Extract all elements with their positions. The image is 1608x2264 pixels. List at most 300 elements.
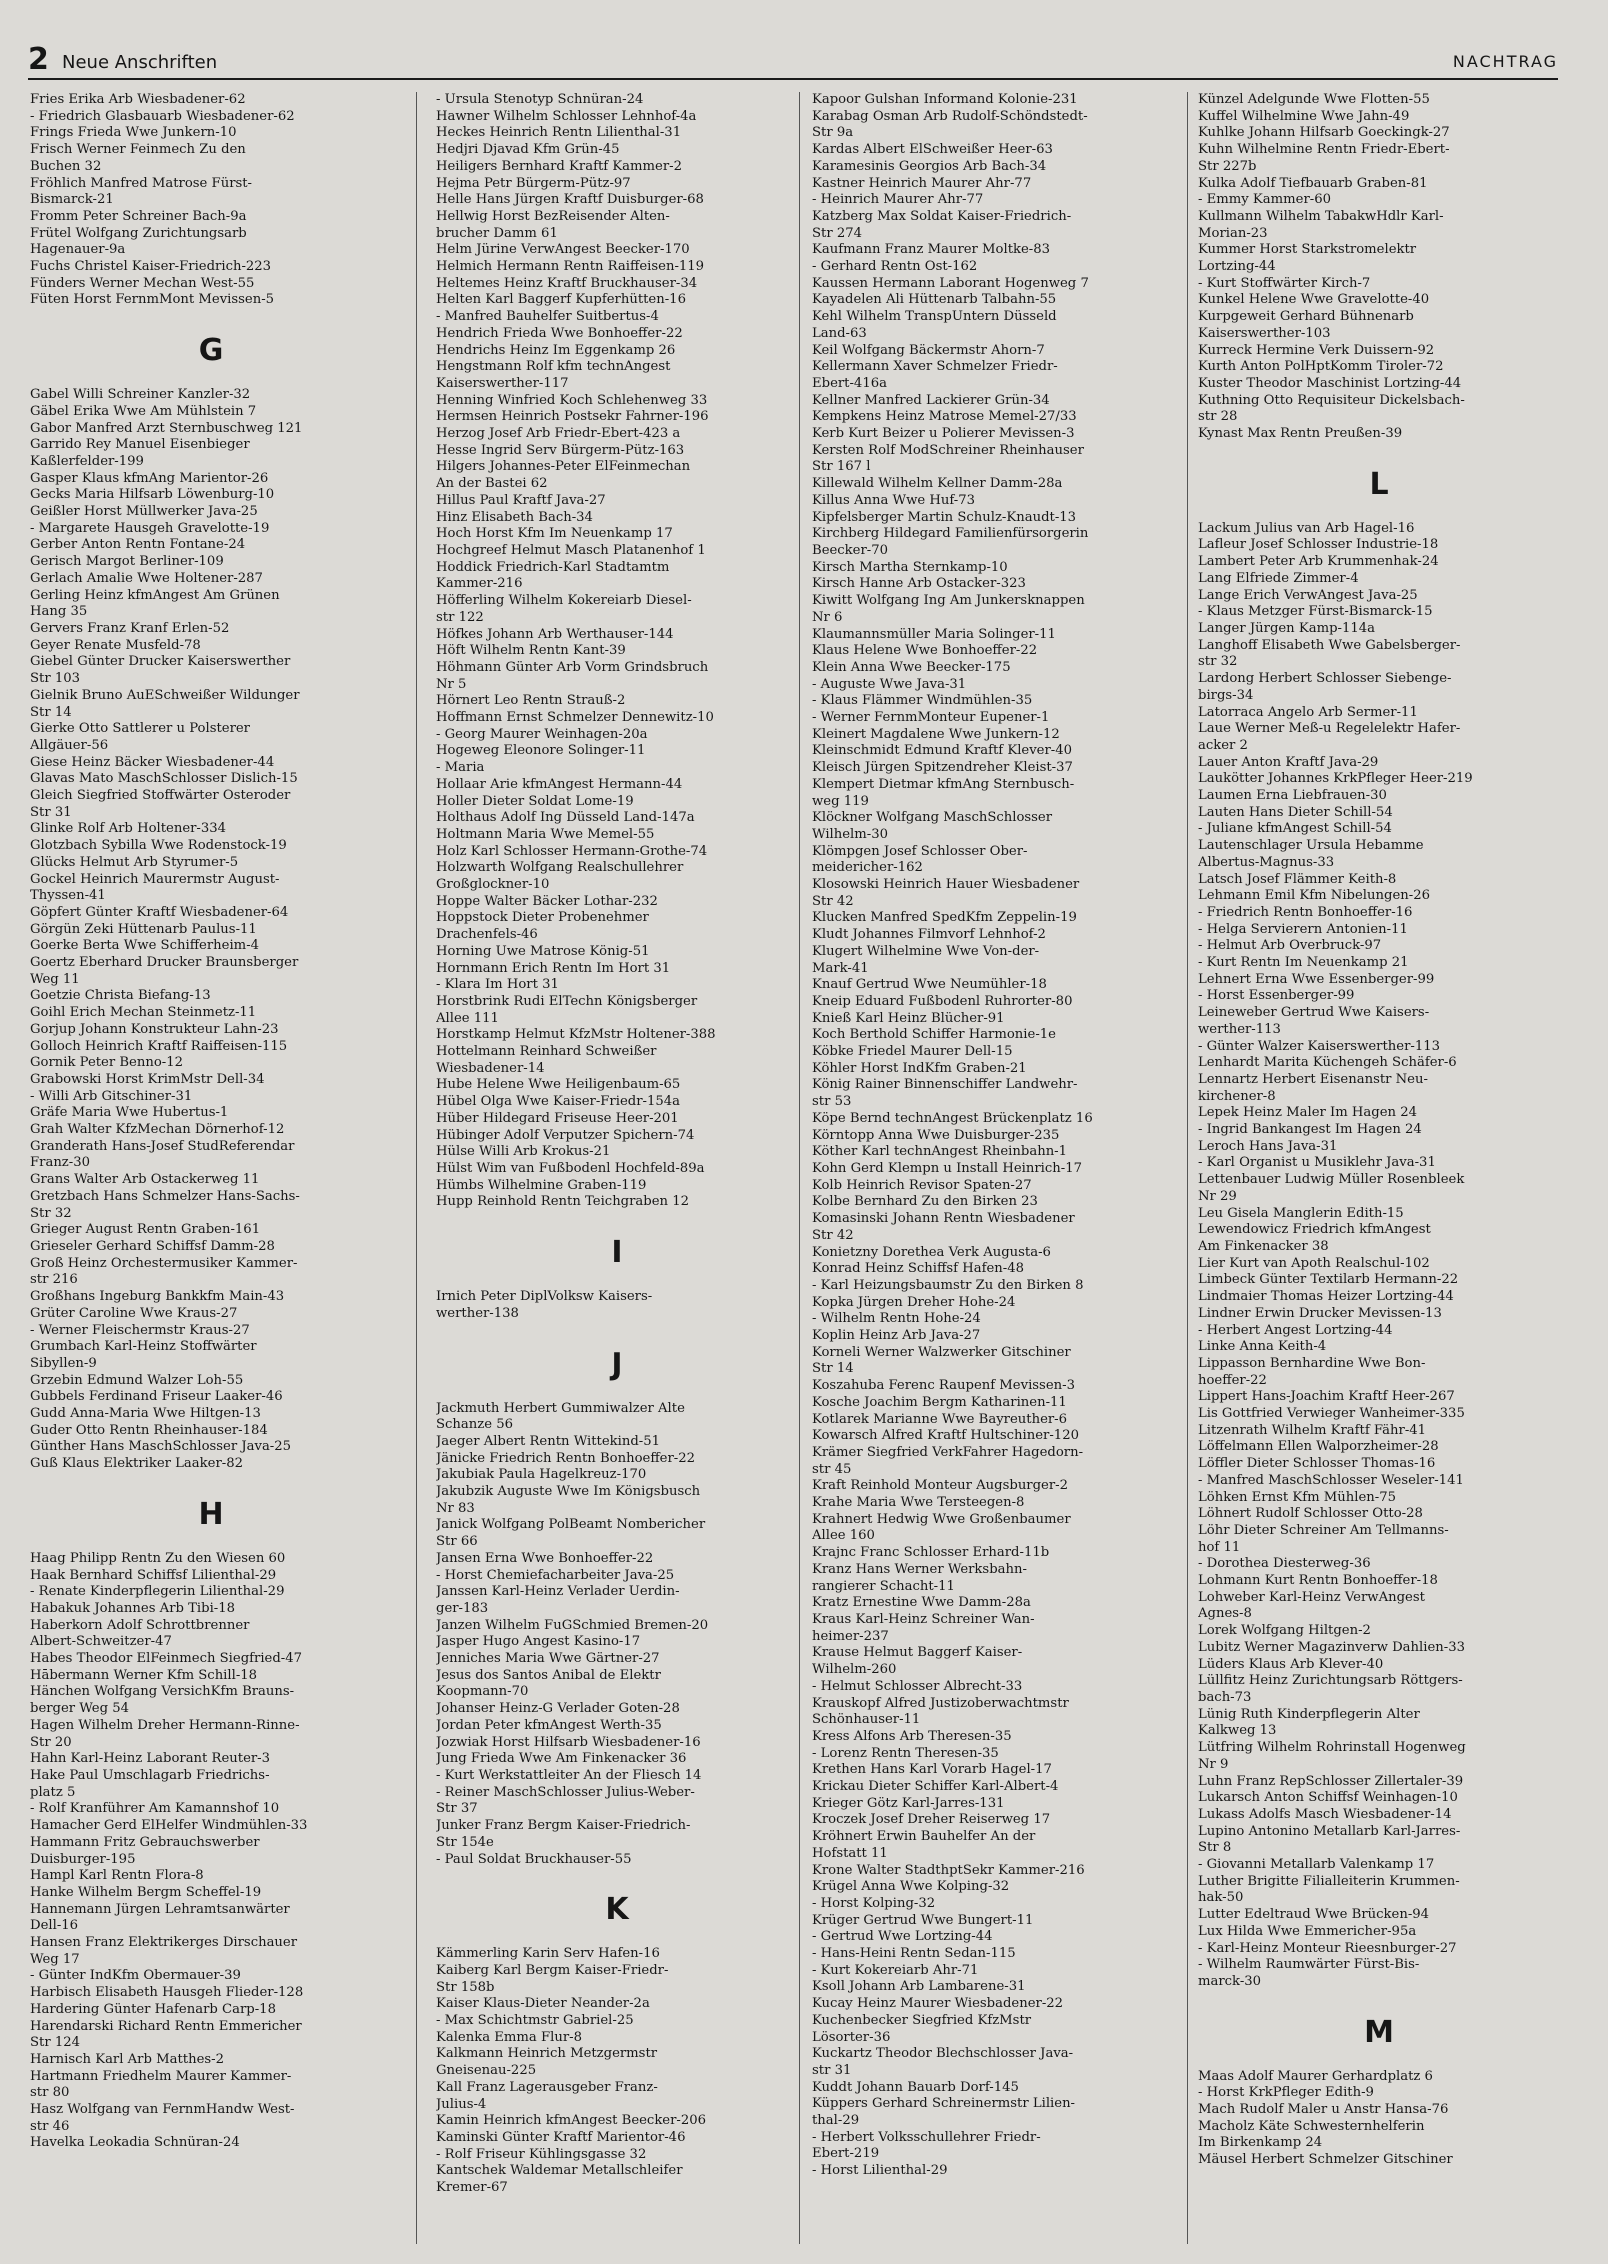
directory-entry: Beecker-70 — [812, 542, 889, 558]
directory-entry: Haag Philipp Rentn Zu den Wiesen 60 — [30, 1550, 286, 1566]
directory-entry: Hansen Franz Elektrikerges Dirschauer — [30, 1935, 298, 1951]
directory-entry: Krüger Gertrud Wwe Bungert-11 — [812, 1912, 1034, 1928]
directory-entry: Kolbe Bernhard Zu den Birken 23 — [812, 1194, 1038, 1210]
directory-entry: Kratz Ernestine Wwe Damm-28a — [812, 1595, 1031, 1611]
directory-entry: Krajnc Franc Schlosser Erhard-11b — [812, 1545, 1050, 1561]
directory-entry: Hofstatt 11 — [812, 1845, 888, 1861]
directory-entry: Kaiserswerther-103 — [1198, 325, 1331, 341]
directory-entry: Hedjri Djavad Kfm Grün-45 — [436, 142, 620, 158]
directory-entry: Ebert-416a — [812, 375, 887, 391]
section-letter-heading: H — [198, 1496, 224, 1532]
directory-entry: - Horst Chemiefacharbeiter Java-25 — [436, 1567, 675, 1583]
directory-entry: Klömpgen Josef Schlosser Ober- — [812, 843, 1028, 859]
directory-entry: Hinz Elisabeth Bach-34 — [436, 509, 593, 525]
directory-entry: Klugert Wilhelmine Wwe Von-der- — [812, 943, 1040, 959]
directory-entry: Glinke Rolf Arb Holtener-334 — [30, 821, 227, 837]
directory-entry: Kastner Heinrich Maurer Ahr-77 — [812, 175, 1032, 191]
directory-entry: Harendarski Richard Rentn Emmericher — [30, 2018, 302, 2034]
directory-entry: Kirchberg Hildegard Familienfürsorgerin — [812, 526, 1089, 542]
directory-entry: Fünders Werner Mechan West-55 — [30, 275, 255, 291]
directory-entry: Kress Alfons Arb Theresen-35 — [812, 1728, 1012, 1744]
directory-entry: Karabag Osman Arb Rudolf-Schöndstedt- — [812, 108, 1088, 124]
directory-entry: Allgäuer-56 — [30, 737, 109, 753]
directory-entry: Str 32 — [30, 1205, 72, 1221]
directory-entry: Hoppe Walter Bäcker Lothar-232 — [436, 893, 658, 909]
directory-entry: Albert-Schweitzer-47 — [30, 1634, 172, 1650]
directory-entry: - Maria — [436, 760, 485, 776]
directory-entry: Hümbs Wilhelmine Graben-119 — [436, 1177, 647, 1193]
directory-entry: Heltemes Heinz Kraftf Bruckhauser-34 — [436, 275, 698, 291]
directory-entry: Str 124 — [30, 2035, 81, 2051]
directory-entry: Kaiser Klaus-Dieter Neander-2a — [436, 1996, 650, 2012]
directory-entry: hak-50 — [1198, 1890, 1244, 1906]
directory-entry: - Juliane kfmAngest Schill-54 — [1198, 821, 1392, 837]
directory-entry: - Helmut Arb Overbruck-97 — [1198, 938, 1382, 954]
directory-entry: - Helmut Schlosser Albrecht-33 — [812, 1678, 1023, 1694]
directory-entry: Holler Dieter Soldat Lome-19 — [436, 793, 634, 809]
directory-entry: Kuchenbecker Siegfried KfzMstr — [812, 2012, 1032, 2028]
directory-entry: An der Bastei 62 — [436, 476, 548, 492]
directory-entry: Kuthning Otto Requisiteur Dickelsbach- — [1198, 392, 1465, 408]
directory-entry: Horstkamp Helmut KfzMstr Holtener-388 — [436, 1027, 716, 1043]
directory-entry: Konrad Heinz Schiffsf Hafen-48 — [812, 1261, 1025, 1277]
directory-entry: Julius-4 — [436, 2096, 487, 2112]
directory-entry: - Hans-Heini Rentn Sedan-115 — [812, 1946, 1016, 1962]
directory-entry: Gabor Manfred Arzt Sternbuschweg 121 — [30, 420, 303, 436]
directory-entry: - Lorenz Rentn Theresen-35 — [812, 1745, 999, 1761]
directory-entry: - Georg Maurer Weinhagen-20a — [436, 726, 648, 742]
directory-entry: werther-138 — [436, 1305, 519, 1321]
directory-entry: Frütel Wolfgang Zurichtungsarb — [30, 225, 247, 241]
directory-entry: Fries Erika Arb Wiesbadener-62 — [30, 92, 246, 107]
directory-entry: Laukötter Johannes KrkPfleger Heer-219 — [1198, 771, 1473, 787]
directory-entry: weg 119 — [812, 793, 869, 809]
directory-entry: rangierer Schacht-11 — [812, 1578, 955, 1594]
directory-entry: - Horst Essenberger-99 — [1198, 988, 1355, 1004]
directory-entry: Dell-16 — [30, 1918, 79, 1934]
directory-entry: Lier Kurt van Apoth Realschul-102 — [1198, 1255, 1430, 1271]
directory-entry: Kalkweg 13 — [1198, 1723, 1277, 1739]
directory-entry: str 53 — [812, 1094, 852, 1110]
directory-entry: thal-29 — [812, 2113, 860, 2129]
directory-entry: - Manfred MaschSchlosser Weseler-141 — [1198, 1472, 1464, 1488]
directory-entry: - Auguste Wwe Java-31 — [812, 676, 967, 692]
directory-entry: Höfkes Johann Arb Werthauser-144 — [436, 626, 674, 642]
directory-entry: Kempkens Heinz Matrose Memel-27/33 — [812, 409, 1077, 425]
directory-entry: Höhmann Günter Arb Vorm Grindsbruch — [436, 659, 709, 675]
directory-entry: Herzog Josef Arb Friedr-Ebert-423 a — [436, 426, 681, 442]
directory-entry: Nr 5 — [436, 676, 467, 692]
directory-entry: Golloch Heinrich Kraftf Raiffeisen-115 — [30, 1038, 288, 1054]
directory-entry: Kleinert Magdalene Wwe Junkern-12 — [812, 726, 1060, 742]
directory-entry: Kaiserswerther-117 — [436, 375, 569, 391]
directory-entry: str 28 — [1198, 409, 1238, 425]
section-letter-heading: G — [198, 333, 224, 369]
directory-entry: Hahn Karl-Heinz Laborant Reuter-3 — [30, 1751, 271, 1767]
directory-entry: Gleich Siegfried Stoffwärter Osteroder — [30, 788, 291, 804]
directory-entry: Harnisch Karl Arb Matthes-2 — [30, 2051, 224, 2067]
directory-entry: - Wilhelm Rentn Hohe-24 — [812, 1311, 981, 1327]
directory-entry: Lackum Julius van Arb Hagel-16 — [1198, 520, 1415, 536]
directory-entry: Körntopp Anna Wwe Duisburger-235 — [812, 1127, 1060, 1143]
column-divider — [416, 92, 417, 2244]
directory-entry: Grans Walter Arb Ostackerweg 11 — [30, 1172, 260, 1188]
directory-entry: Lehmann Emil Kfm Nibelungen-26 — [1198, 888, 1430, 904]
directory-entry: Wilhelm-30 — [812, 826, 889, 842]
directory-entry: Gräfe Maria Wwe Hubertus-1 — [30, 1105, 229, 1121]
directory-entry: marck-30 — [1198, 1973, 1262, 1989]
directory-entry: berger Weg 54 — [30, 1701, 129, 1717]
directory-entry: Kurpgeweit Gerhard Bühnenarb — [1198, 309, 1414, 325]
directory-entry: Str 37 — [436, 1801, 478, 1817]
directory-entry: Lis Gottfried Verwieger Wanheimer-335 — [1198, 1406, 1465, 1422]
directory-entry: Weg 17 — [30, 1951, 80, 1967]
directory-entry: Kellermann Xaver Schmelzer Friedr- — [812, 359, 1058, 375]
directory-entry: Hejma Petr Bürgerm-Pütz-97 — [436, 175, 631, 191]
directory-entry: Krieger Götz Karl-Jarres-131 — [812, 1795, 1005, 1811]
directory-entry: Mark-41 — [812, 960, 869, 976]
directory-entry: Krethen Hans Karl Vorarb Hagel-17 — [812, 1762, 1052, 1778]
directory-entry: Guß Klaus Elektriker Laaker-82 — [30, 1456, 243, 1472]
directory-entry: Kayadelen Ali Hüttenarb Talbahn-55 — [812, 292, 1057, 308]
directory-entry: - Rolf Friseur Kühlingsgasse 32 — [436, 2146, 647, 2162]
directory-entry: Hannemann Jürgen Lehramtsanwärter — [30, 1901, 290, 1917]
directory-entry: - Klara Im Hort 31 — [436, 977, 559, 993]
directory-entry: Kapoor Gulshan Informand Kolonie-231 — [812, 92, 1078, 107]
directory-entry: Hülst Wim van Fußbodenl Hochfeld-89a — [436, 1161, 705, 1176]
directory-entry: Lang Elfriede Zimmer-4 — [1198, 570, 1359, 586]
directory-entry: - Horst KrkPfleger Edith-9 — [1198, 2085, 1374, 2101]
directory-entry: Kämmerling Karin Serv Hafen-16 — [436, 1946, 660, 1962]
directory-entry: meidericher-162 — [812, 860, 923, 876]
directory-entry: Kröhnert Erwin Bauhelfer An der — [812, 1829, 1036, 1845]
directory-entry: Kaminski Günter Kraftf Marientor-46 — [436, 2129, 686, 2145]
directory-entry: Katzberg Max Soldat Kaiser-Friedrich- — [812, 208, 1072, 224]
directory-entry: Göpfert Günter Kraftf Wiesbadener-64 — [30, 904, 289, 920]
directory-entry: Füten Horst FernmMont Mevissen-5 — [30, 292, 275, 308]
directory-column-4 — [1198, 92, 1560, 2242]
directory-entry: Kardas Albert ElSchweißer Heer-63 — [812, 142, 1053, 158]
directory-entry: Johanser Heinz-G Verlader Goten-28 — [436, 1701, 680, 1717]
directory-entry: Görgün Zeki Hüttenarb Paulus-11 — [30, 921, 257, 937]
directory-entry: Gierke Otto Sattlerer u Polsterer — [30, 721, 250, 737]
directory-entry: Am Finkenacker 38 — [1198, 1239, 1329, 1254]
directory-entry: Hochgreef Helmut Masch Platanenhof 1 — [436, 542, 706, 558]
directory-entry: Giebel Günter Drucker Kaiserswerther — [30, 654, 291, 670]
directory-entry: Kaufmann Franz Maurer Moltke-83 — [812, 242, 1051, 258]
directory-entry: Günther Hans MaschSchlosser Java-25 — [30, 1439, 292, 1455]
directory-entry: Gockel Heinrich Maurermstr August- — [30, 871, 280, 887]
directory-entry: Gudd Anna-Maria Wwe Hiltgen-13 — [30, 1406, 261, 1422]
directory-entry: Junker Franz Bergm Kaiser-Friedrich- — [436, 1818, 691, 1834]
directory-entry: Koopmann-70 — [436, 1684, 529, 1700]
directory-entry: Agnes-8 — [1198, 1606, 1252, 1622]
directory-entry: Lortzing-44 — [1198, 259, 1276, 275]
directory-entry: Gabel Willi Schreiner Kanzler-32 — [30, 387, 251, 403]
directory-entry: Langer Jürgen Kamp-114a — [1198, 620, 1376, 636]
directory-entry: - Klaus Flämmer Windmühlen-35 — [812, 693, 1033, 709]
directory-entry: Lutter Edeltraud Wwe Brücken-94 — [1198, 1907, 1430, 1923]
directory-entry: Lehnert Erna Wwe Essenberger-99 — [1198, 971, 1435, 987]
directory-entry: Albertus-Magnus-33 — [1198, 854, 1335, 870]
directory-entry: Kynast Max Rentn Preußen-39 — [1198, 426, 1403, 442]
directory-entry: hof 11 — [1198, 1539, 1241, 1555]
directory-entry: Luhn Franz RepSchlosser Zillertaler-39 — [1198, 1773, 1464, 1789]
directory-entry: Groß Heinz Orchestermusiker Kammer- — [30, 1255, 298, 1271]
directory-entry: Kowarsch Alfred Kraftf Hultschiner-120 — [812, 1428, 1079, 1444]
section-letter-heading: J — [611, 1346, 623, 1382]
directory-entry: Nr 6 — [812, 609, 843, 625]
directory-entry: Kummer Horst Starkstromelektr — [1198, 242, 1417, 258]
directory-entry: Langhoff Elisabeth Wwe Gabelsberger- — [1198, 637, 1461, 653]
directory-entry: Helten Karl Baggerf Kupferhütten-16 — [436, 292, 686, 308]
directory-entry: - Willi Arb Gitschiner-31 — [30, 1088, 193, 1104]
directory-entry: Hammann Fritz Gebrauchswerber — [30, 1834, 260, 1850]
directory-entry: Kammer-216 — [436, 576, 523, 592]
directory-entry: - Gertrud Wwe Lortzing-44 — [812, 1929, 993, 1945]
directory-entry: Holtmann Maria Wwe Memel-55 — [436, 826, 655, 842]
directory-entry: - Herbert Angest Lortzing-44 — [1198, 1322, 1393, 1338]
directory-entry: Helle Hans Jürgen Kraftf Duisburger-68 — [436, 192, 704, 208]
directory-entry: - Max Schichtmstr Gabriel-25 — [436, 2013, 634, 2029]
directory-entry: Kehl Wilhelm TranspUntern Düsseld — [812, 309, 1057, 325]
directory-entry: Lautenschlager Ursula Hebamme — [1198, 838, 1424, 854]
directory-entry: - Emmy Kammer-60 — [1198, 192, 1331, 208]
directory-entry: Kleinschmidt Edmund Kraftf Klever-40 — [812, 743, 1073, 759]
directory-entry: ger-183 — [436, 1600, 489, 1616]
directory-entry: Hüber Hildegard Friseuse Heer-201 — [436, 1110, 679, 1126]
directory-entry: Bismarck-21 — [30, 192, 114, 208]
directory-entry: Kneip Eduard Fußbodenl Ruhrorter-80 — [812, 993, 1073, 1009]
directory-entry: hoeffer-22 — [1198, 1372, 1267, 1388]
directory-entry: Hasz Wolfgang van FernmHandw West- — [30, 2102, 295, 2118]
directory-entry: Kantschek Waldemar Metallschleifer — [436, 2163, 683, 2179]
directory-entry: Hengstmann Rolf kfm technAngest — [436, 359, 671, 375]
directory-entry: Lüllfitz Heinz Zurichtungsarb Röttgers- — [1198, 1673, 1463, 1689]
directory-entry: Jänicke Friedrich Rentn Bonhoeffer-22 — [436, 1450, 696, 1466]
column-divider — [799, 92, 800, 2244]
directory-entry: Str 20 — [30, 1734, 72, 1750]
directory-column-1 — [30, 92, 392, 2242]
directory-entry: Grabowski Horst KrimMstr Dell-34 — [30, 1071, 265, 1087]
directory-entry: Jasper Hugo Angest Kasino-17 — [436, 1634, 641, 1650]
directory-entry: Kall Franz Lagerausgeber Franz- — [436, 2079, 658, 2095]
directory-entry: Lennartz Herbert Eisenanstr Neu- — [1198, 1071, 1428, 1087]
directory-entry: Str 103 — [30, 671, 81, 687]
directory-entry: Kuster Theodor Maschinist Lortzing-44 — [1198, 375, 1462, 391]
directory-entry: Goerke Berta Wwe Schifferheim-4 — [30, 938, 260, 954]
directory-entry: Harbisch Elisabeth Hausgeh Flieder-128 — [30, 1985, 304, 2001]
directory-entry: Hake Paul Umschlagarb Friedrichs- — [30, 1767, 270, 1783]
directory-entry: Guder Otto Rentn Rheinhauser-184 — [30, 1422, 268, 1438]
directory-entry: - Werner FernmMonteur Eupener-1 — [812, 710, 1050, 726]
directory-entry: kirchener-8 — [1198, 1088, 1276, 1104]
directory-entry: Löhnert Rudolf Schlosser Otto-28 — [1198, 1506, 1423, 1522]
directory-entry: - Wilhelm Raumwärter Fürst-Bis- — [1198, 1957, 1420, 1973]
directory-entry: Hartmann Friedhelm Maurer Kammer- — [30, 2068, 292, 2084]
directory-entry: Kalenka Emma Flur-8 — [436, 2029, 582, 2045]
directory-entry: - Ingrid Bankangest Im Hagen 24 — [1198, 1122, 1422, 1138]
directory-entry: Helm Jürine VerwAngest Beecker-170 — [436, 242, 690, 258]
directory-entry: Grüter Caroline Wwe Kraus-27 — [30, 1305, 238, 1321]
directory-entry: Habakuk Johannes Arb Tibi-18 — [30, 1600, 236, 1616]
directory-entry: Koplin Heinz Arb Java-27 — [812, 1328, 981, 1344]
directory-entry: Klosowski Heinrich Hauer Wiesbadener — [812, 877, 1080, 893]
directory-entry: Großglockner-10 — [436, 877, 550, 893]
directory-entry: Hampl Karl Rentn Flora-8 — [30, 1868, 204, 1884]
directory-entry: Buchen 32 — [30, 158, 102, 174]
directory-entry: Gerisch Margot Berliner-109 — [30, 554, 224, 570]
directory-column-2 — [436, 92, 798, 2242]
directory-entry: Gerling Heinz kfmAngest Am Grünen — [30, 587, 280, 603]
directory-entry: - Günter IndKfm Obermauer-39 — [30, 1968, 241, 1984]
directory-entry: Gasper Klaus kfmAng Marientor-26 — [30, 470, 269, 486]
directory-entry: Lenhardt Marita Küchengeh Schäfer-6 — [1198, 1055, 1457, 1071]
directory-entry: Kotlarek Marianne Wwe Bayreuther-6 — [812, 1411, 1068, 1427]
directory-entry: Hottelmann Reinhard Schweißer — [436, 1044, 657, 1060]
directory-entry: Lohweber Karl-Heinz VerwAngest — [1198, 1589, 1425, 1605]
directory-entry: Killus Anna Wwe Huf-73 — [812, 492, 976, 508]
directory-entry: Laue Werner Meß-u Regelelektr Hafer- — [1198, 721, 1461, 737]
directory-entry: Goetzie Christa Biefang-13 — [30, 988, 211, 1004]
directory-entry: Krone Walter StadthptSekr Kammer-216 — [812, 1862, 1085, 1878]
directory-entry: Nr 29 — [1198, 1188, 1237, 1204]
directory-entry: Großhans Ingeburg Bankkfm Main-43 — [30, 1289, 285, 1305]
directory-entry: Mäusel Herbert Schmelzer Gitschiner — [1198, 2152, 1453, 2168]
directory-entry: Macholz Käte Schwesternhelferin — [1198, 2118, 1425, 2134]
directory-entry: Knauf Gertrud Wwe Neumühler-18 — [812, 977, 1047, 993]
directory-entry: Goihl Erich Mechan Steinmetz-11 — [30, 1005, 257, 1021]
directory-entry: Krahe Maria Wwe Tersteegen-8 — [812, 1495, 1025, 1511]
directory-entry: Im Birkenkamp 24 — [1198, 2135, 1323, 2151]
directory-entry: Jozwiak Horst Hilfsarb Wiesbadener-16 — [436, 1734, 701, 1750]
directory-entry: Litzenrath Wilhelm Kraftf Fähr-41 — [1198, 1422, 1427, 1438]
directory-entry: Hanke Wilhelm Bergm Scheffel-19 — [30, 1884, 262, 1900]
directory-entry: Henning Winfried Koch Schlehenweg 33 — [436, 392, 708, 408]
directory-entry: Grumbach Karl-Heinz Stoffwärter — [30, 1339, 257, 1355]
directory-entry: Koszahuba Ferenc Raupenf Mevissen-3 — [812, 1378, 1075, 1394]
directory-entry: Garrido Rey Manuel Eisenbieger — [30, 437, 250, 453]
directory-entry: Lösorter-36 — [812, 2029, 891, 2045]
directory-entry: Wiesbadener-14 — [436, 1060, 545, 1076]
directory-entry: Lewendowicz Friedrich kfmAngest — [1198, 1222, 1431, 1238]
directory-entry: Leu Gisela Manglerin Edith-15 — [1198, 1205, 1404, 1221]
directory-entry: Hogeweg Eleonore Solinger-11 — [436, 743, 646, 759]
directory-column-3 — [812, 92, 1174, 2242]
directory-entry: - Manfred Bauhelfer Suitbertus-4 — [436, 309, 659, 325]
section-letter-heading: K — [605, 1892, 629, 1928]
directory-entry: Kuhlke Johann Hilfsarb Goeckingk-27 — [1198, 125, 1450, 141]
directory-entry: Lukass Adolfs Masch Wiesbadener-14 — [1198, 1806, 1452, 1822]
directory-entry: Keil Wolfgang Bäckermstr Ahorn-7 — [812, 342, 1045, 358]
directory-entry: heimer-237 — [812, 1628, 889, 1644]
directory-entry: Hesse Ingrid Serv Bürgerm-Pütz-163 — [436, 442, 685, 458]
directory-entry: Helmich Hermann Rentn Raiffeisen-119 — [436, 259, 705, 275]
directory-entry: Hilgers Johannes-Peter ElFeinmechan — [436, 459, 691, 475]
directory-entry: Kersten Rolf ModSchreiner Rheinhauser — [812, 442, 1084, 458]
directory-entry: Kalkmann Heinrich Metzgermstr — [436, 2046, 658, 2062]
directory-entry: Hillus Paul Kraftf Java-27 — [436, 492, 606, 508]
directory-entry: Holzwarth Wolfgang Realschullehrer — [436, 860, 684, 876]
directory-entry: Grieger August Rentn Graben-161 — [30, 1222, 261, 1238]
section-letter-heading: L — [1369, 466, 1389, 502]
directory-entry: Lünig Ruth Kinderpflegerin Alter — [1198, 1706, 1420, 1722]
directory-entry: Klucken Manfred SpedKfm Zeppelin-19 — [812, 910, 1077, 926]
directory-entry: Holthaus Adolf Ing Düsseld Land-147a — [436, 810, 695, 826]
directory-entry: Hübinger Adolf Verputzer Spichern-74 — [436, 1127, 695, 1143]
directory-entry: - Kurt Rentn Im Neuenkamp 21 — [1198, 955, 1409, 971]
directory-entry: Künzel Adelgunde Wwe Flotten-55 — [1198, 92, 1430, 107]
directory-entry: platz 5 — [30, 1784, 76, 1800]
directory-entry: Kuffel Wilhelmine Wwe Jahn-49 — [1198, 108, 1410, 124]
directory-entry: - Karl-Heinz Monteur Rieesnburger-27 — [1198, 1940, 1457, 1956]
directory-entry: Gerlach Amalie Wwe Holtener-287 — [30, 570, 263, 586]
directory-entry: Hellwig Horst BezReisender Alten- — [436, 208, 670, 224]
directory-entry: Horstbrink Rudi ElTechn Königsberger — [436, 993, 698, 1009]
directory-entry: Lambert Peter Arb Krummenhak-24 — [1198, 554, 1439, 570]
directory-entry: Krügel Anna Wwe Kolping-32 — [812, 1879, 1010, 1895]
directory-entry: Heckes Heinrich Rentn Lilienthal-31 — [436, 125, 682, 141]
directory-entry: Kuddt Johann Bauarb Dorf-145 — [812, 2079, 1019, 2095]
page-header — [28, 40, 1558, 80]
directory-entry: Gervers Franz Kranf Erlen-52 — [30, 620, 230, 636]
directory-entry: Klempert Dietmar kfmAng Sternbusch- — [812, 776, 1075, 792]
directory-entry: Lux Hilda Wwe Emmericher-95a — [1198, 1923, 1417, 1939]
directory-entry: - Gerhard Rentn Ost-162 — [812, 259, 978, 275]
directory-entry: Fuchs Christel Kaiser-Friedrich-223 — [30, 259, 272, 275]
directory-entry: Hawner Wilhelm Schlosser Lehnhof-4a — [436, 108, 697, 124]
directory-entry: Jakubzik Auguste Wwe Im Königsbusch — [436, 1484, 701, 1500]
directory-entry: - Klaus Metzger Fürst-Bismarck-15 — [1198, 604, 1433, 620]
directory-entry: str 80 — [30, 2085, 70, 2101]
directory-entry: Löffler Dieter Schlosser Thomas-16 — [1198, 1456, 1436, 1472]
directory-entry: - Margarete Hausgeh Gravelotte-19 — [30, 520, 270, 536]
directory-entry: Land-63 — [812, 325, 867, 341]
directory-entry: Janick Wolfgang PolBeamt Nombericher — [436, 1517, 706, 1533]
directory-entry: Hābermann Werner Kfm Schill-18 — [30, 1667, 258, 1683]
directory-entry: Kirsch Hanne Arb Ostacker-323 — [812, 576, 1026, 592]
directory-entry: Kremer-67 — [436, 2180, 508, 2196]
directory-entry: Kiwitt Wolfgang Ing Am Junkersknappen — [812, 593, 1085, 609]
directory-entry: - Horst Lilienthal-29 — [812, 2163, 948, 2179]
directory-entry: Horning Uwe Matrose König-51 — [436, 943, 650, 959]
directory-entry: Kurreck Hermine Verk Duissern-92 — [1198, 342, 1435, 358]
directory-entry: Hagenauer-9a — [30, 242, 126, 258]
directory-entry: Hoppstock Dieter Probenehmer — [436, 910, 649, 926]
directory-entry: bach-73 — [1198, 1689, 1252, 1705]
directory-entry: str 45 — [812, 1461, 852, 1477]
directory-entry: Duisburger-195 — [30, 1851, 136, 1867]
directory-entry: Kosche Joachim Bergm Katharinen-11 — [812, 1394, 1067, 1410]
directory-entry: Franz-30 — [30, 1155, 90, 1171]
directory-entry: Gerber Anton Rentn Fontane-24 — [30, 537, 246, 553]
directory-entry: Havelka Leokadia Schnüran-24 — [30, 2135, 240, 2151]
directory-entry: - Rolf Kranführer Am Kamannshof 10 — [30, 1801, 280, 1817]
section-letter-heading: I — [611, 1235, 623, 1271]
directory-entry: Janssen Karl-Heinz Verlader Uerdin- — [436, 1584, 680, 1600]
directory-entry: Str 274 — [812, 225, 863, 241]
directory-entry: Hoffmann Ernst Schmelzer Dennewitz-10 — [436, 710, 714, 726]
directory-entry: Latorraca Angelo Arb Sermer-11 — [1198, 704, 1418, 720]
directory-entry: Jenniches Maria Wwe Gärtner-27 — [436, 1651, 660, 1667]
directory-entry: Irnich Peter DiplVolksw Kaisers- — [436, 1289, 653, 1305]
directory-entry: Hübel Olga Wwe Kaiser-Friedr-154a — [436, 1094, 680, 1110]
directory-entry: Goertz Eberhard Drucker Braunsberger — [30, 955, 299, 971]
directory-entry: Granderath Hans-Josef StudReferendar — [30, 1138, 295, 1154]
directory-entry: Glücks Helmut Arb Styrumer-5 — [30, 854, 239, 870]
directory-entry: Klöckner Wolfgang MaschSchlosser — [812, 810, 1053, 826]
directory-entry: Köbke Friedel Maurer Dell-15 — [812, 1044, 1013, 1060]
